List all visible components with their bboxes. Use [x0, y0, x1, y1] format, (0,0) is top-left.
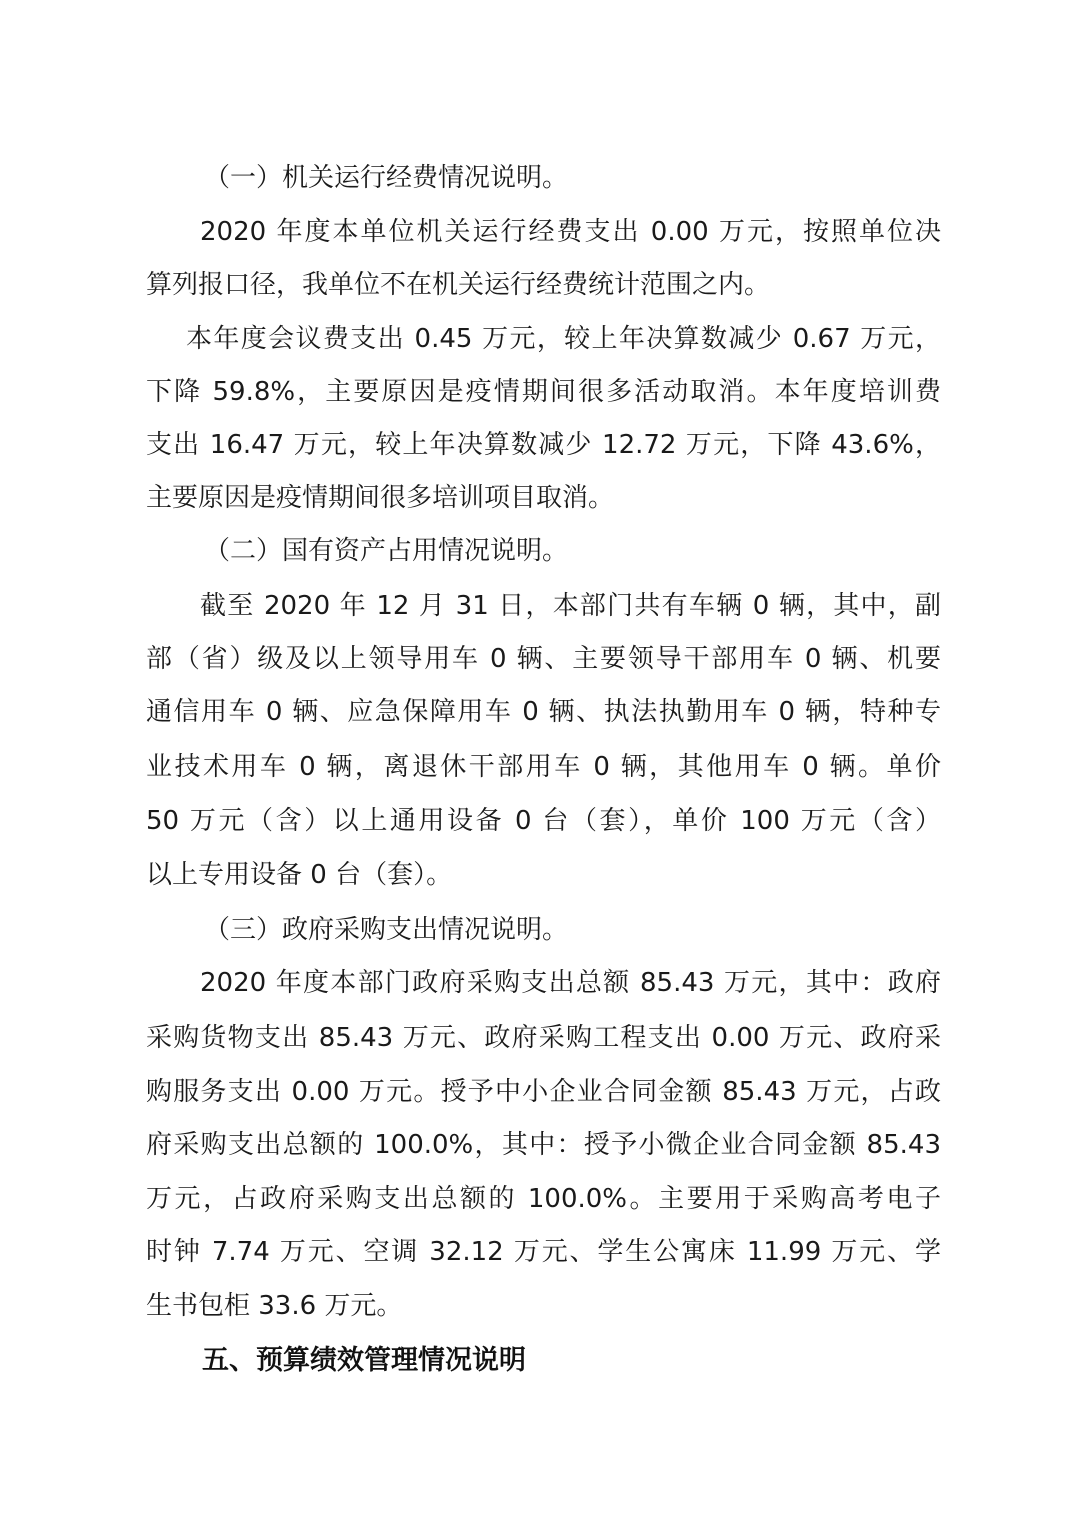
subsection-heading-state-assets: （二）国有资产占用情况说明。: [204, 536, 569, 566]
paragraph-line: 主要原因是疫情期间很多培训项目取消。: [146, 483, 615, 513]
paragraph-line: 支出 16.47 万元，较上年决算数减少 12.72 万元，下降 43.6%，: [146, 430, 941, 460]
paragraph-line: 算列报口径，我单位不在机关运行经费统计范围之内。: [146, 270, 771, 300]
paragraph-line: 万元，占政府采购支出总额的 100.0%。主要用于采购高考电子: [146, 1184, 941, 1214]
paragraph-line: 部（省）级及以上领导用车 0 辆、主要领导干部用车 0 辆、机要: [146, 644, 941, 674]
paragraph-line: 采购货物支出 85.43 万元、政府采购工程支出 0.00 万元、政府采: [146, 1023, 941, 1053]
section-heading-performance-management: 五、预算绩效管理情况说明: [202, 1345, 526, 1376]
paragraph-line: 50 万元（含）以上通用设备 0 台（套），单价 100 万元（含）: [146, 806, 941, 836]
paragraph-line: 通信用车 0 辆、应急保障用车 0 辆、执法执勤用车 0 辆，特种专: [146, 697, 941, 727]
paragraph-line: 本年度会议费支出 0.45 万元，较上年决算数减少 0.67 万元，: [186, 324, 941, 354]
paragraph-line: 2020 年度本部门政府采购支出总额 85.43 万元，其中：政府: [200, 968, 941, 998]
paragraph-line: 以上专用设备 0 台（套）。: [146, 860, 453, 890]
paragraph-line: 购服务支出 0.00 万元。授予中小企业合同金额 85.43 万元，占政: [146, 1077, 941, 1107]
paragraph-line: 下降 59.8%，主要原因是疫情期间很多活动取消。本年度培训费: [146, 377, 941, 407]
subsection-heading-government-procurement: （三）政府采购支出情况说明。: [204, 915, 569, 945]
paragraph-line: 生书包柜 33.6 万元。: [146, 1291, 403, 1321]
paragraph-line: 业技术用车 0 辆，离退休干部用车 0 辆，其他用车 0 辆。单价: [146, 752, 941, 782]
subsection-heading-operating-funds: （一）机关运行经费情况说明。: [204, 163, 569, 193]
paragraph-line: 时钟 7.74 万元、空调 32.12 万元、学生公寓床 11.99 万元、学: [146, 1237, 941, 1267]
paragraph-line: 2020 年度本单位机关运行经费支出 0.00 万元，按照单位决: [200, 217, 941, 247]
paragraph-line: 截至 2020 年 12 月 31 日，本部门共有车辆 0 辆，其中，副: [200, 591, 941, 621]
paragraph-line: 府采购支出总额的 100.0%，其中：授予小微企业合同金额 85.43: [146, 1130, 941, 1160]
